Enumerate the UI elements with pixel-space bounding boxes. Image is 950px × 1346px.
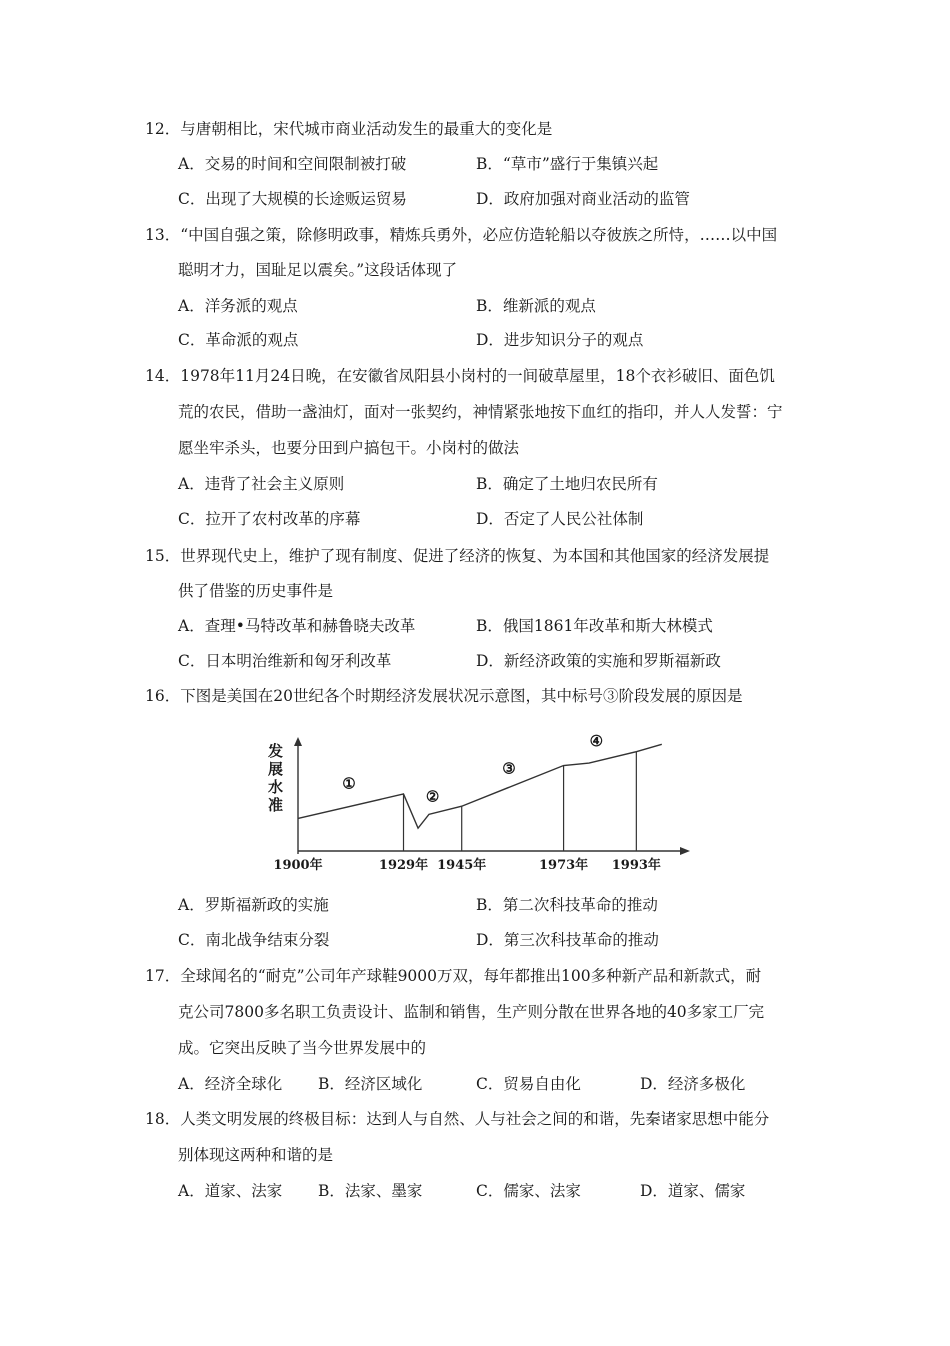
stage-marker-2: ②	[425, 787, 440, 806]
q17-option-c: C．贸易自由化	[476, 1075, 581, 1093]
q16-stem: 16．下图是美国在20世纪各个时期经济发展状况示意图，其中标号③阶段发展的原因是	[145, 687, 743, 705]
q14-option-c: C．拉开了农村改革的序幕	[178, 510, 361, 528]
q14-option-a: A．违背了社会主义原则	[178, 475, 345, 493]
q14-stem-line2: 荒的农民，借助一盏油灯，面对一张契约，神情紧张地按下血红的指印，并人人发誓：宁	[178, 403, 783, 421]
q15-option-a: A．查理•马特改革和赫鲁晓夫改革	[178, 617, 416, 635]
y-axis-label	[267, 742, 283, 814]
q13-stem-line2: 聪明才力，国耻足以震矣。”这段话体现了	[178, 261, 458, 279]
q13-stem-line1: 13．“中国自强之策，除修明政事，精炼兵勇外，必应仿造轮船以夺彼族之所恃，……以中国	[145, 226, 778, 244]
q13-option-d: D．进步知识分子的观点	[476, 331, 644, 349]
q13-option-c: C．革命派的观点	[178, 331, 299, 349]
y-axis-label-char: 准	[268, 796, 284, 814]
x-tick-label: 1929年	[378, 858, 429, 873]
q16-option-d: D．第三次科技革命的推动	[476, 931, 659, 949]
q15-option-b: B．俄国1861年改革和斯大林模式	[476, 617, 713, 635]
stage-marker-3: ③	[502, 759, 516, 778]
q12-stem: 12．与唐朝相比，宋代城市商业活动发生的最重大的变化是	[145, 120, 553, 138]
q15-stem-line2: 供了借鉴的历史事件是	[178, 582, 334, 600]
q14-option-d: D．否定了人民公社体制	[476, 510, 644, 528]
stage-marker-1: ①	[342, 774, 356, 793]
y-axis-label-char: 展	[268, 760, 284, 778]
q16-option-a: A．罗斯福新政的实施	[178, 896, 329, 914]
q17-option-d: D．经济多极化	[640, 1075, 746, 1093]
q18-stem-line1: 18．人类文明发展的终极目标：达到人与自然、人与社会之间的和谐，先秦诸家思想中能分	[145, 1110, 770, 1128]
x-tick-label: 1900年	[273, 858, 323, 873]
y-axis-label-char: 发	[268, 742, 284, 760]
q12-option-a: A．交易的时间和空间限制被打破	[178, 155, 407, 173]
q12-option-b: B．“草市”盛行于集镇兴起	[476, 155, 659, 173]
q18-stem-line2: 别体现这两种和谐的是	[178, 1146, 334, 1164]
q16-option-b: B．第二次科技革命的推动	[476, 896, 658, 914]
x-tick-label: 1973年	[538, 858, 589, 873]
q14-stem-line1: 14．1978年11月24日晚，在安徽省凤阳县小岗村的一间破草屋里，18个衣衫破旧、面色饥	[145, 367, 775, 385]
q15-option-c: C．日本明治维新和匈牙利改革	[178, 652, 392, 670]
chart-axes	[294, 737, 690, 855]
q18-option-c: C．儒家、法家	[476, 1182, 581, 1200]
x-axis-arrow	[680, 847, 690, 855]
stage-marker-4: ④	[589, 733, 604, 750]
q12-option-d: D．政府加强对商业活动的监管	[476, 190, 690, 208]
q16-option-c: C．南北战争结束分裂	[178, 931, 330, 949]
q13-option-b: B．维新派的观点	[476, 297, 596, 315]
q13-option-a: A．洋务派的观点	[178, 297, 298, 315]
q17-stem-line1: 17．全球闻名的“耐克”公司年产球鞋9000万双，每年都推出100多种新产品和新款式，耐	[145, 967, 762, 985]
q15-stem-line1: 15．世界现代史上，维护了现有制度、促进了经济的恢复、为本国和其他国家的经济发展提	[145, 547, 770, 565]
q18-option-a: A．道家、法家	[178, 1182, 283, 1200]
q17-stem-line2: 克公司7800多名职工负责设计、监制和销售，生产则分散在世界各地的40多家工厂完	[178, 1003, 765, 1021]
q17-option-b: B．经济区域化	[318, 1075, 423, 1093]
q18-option-b: B．法家、墨家	[318, 1182, 423, 1200]
y-axis-label-char: 水	[268, 778, 284, 796]
y-axis-arrow	[294, 737, 302, 746]
q17-option-a: A．经济全球化	[178, 1075, 283, 1093]
x-tick-label: 1993年	[611, 858, 661, 873]
us-economy-chart	[262, 733, 692, 875]
x-tick-label: 1945年	[437, 858, 487, 873]
q17-stem-line3: 成。它突出反映了当今世界发展中的	[178, 1039, 427, 1057]
q14-option-b: B．确定了土地归农民所有	[476, 475, 658, 493]
q15-option-d: D．新经济政策的实施和罗斯福新政	[476, 652, 721, 670]
q12-option-c: C．出现了大规模的长途贩运贸易	[178, 190, 407, 208]
chart-tick-labels	[273, 857, 661, 873]
q18-option-d: D．道家、儒家	[640, 1182, 746, 1200]
q14-stem-line3: 愿坐牢杀头，也要分田到户搞包干。小岗村的做法	[178, 439, 520, 457]
